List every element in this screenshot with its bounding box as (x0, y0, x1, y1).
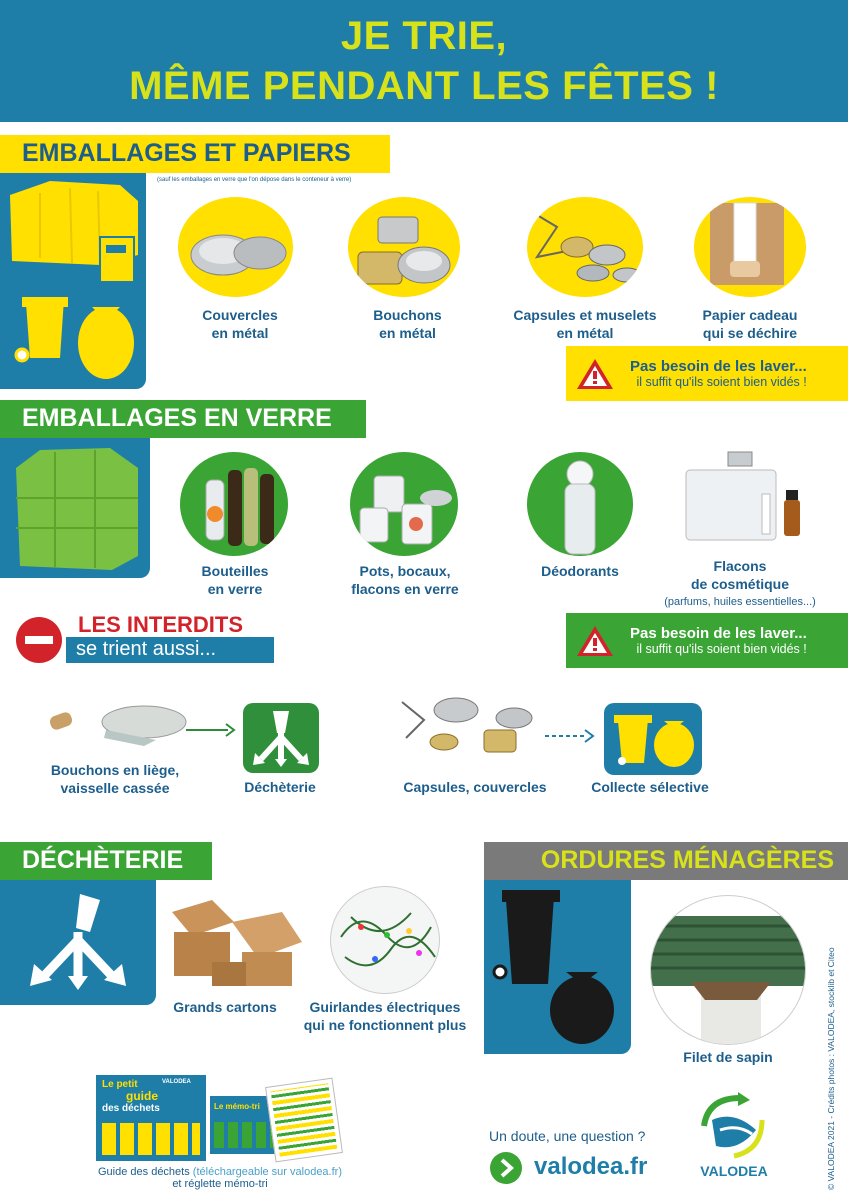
bottles-photo (180, 452, 288, 556)
caption-cork-dishes: Bouchons en liège, vaisselle cassée (50, 762, 180, 796)
yellow-container-icon (0, 173, 146, 389)
section-title-ordures: ORDURES MÉNAGÈRES (484, 842, 848, 880)
forbidden-icon (16, 617, 62, 663)
item-caption-lids: Couvercles en métal (202, 307, 278, 341)
decheterie-panel (0, 880, 156, 1005)
warning-title: Pas besoin de les laver... (630, 625, 807, 642)
collecte-selective-icon (604, 703, 702, 775)
memo-tri-cover: Le mémo-tri (210, 1096, 280, 1154)
caption-garlands: Guirlandes électriques qui ne fonctionnent plus (303, 999, 467, 1033)
warning-box-emballages (566, 346, 848, 401)
black-bin-icon (484, 880, 631, 1054)
title-line-1: JE TRIE, (340, 14, 508, 58)
lids-photo (178, 197, 293, 297)
ordures-panel (484, 880, 631, 1054)
memo-tri-ruler (265, 1078, 343, 1163)
guide-cover: Le petit guide des déchets VALODEA (96, 1075, 206, 1161)
item-caption-muselets: Capsules et muselets en métal (513, 307, 657, 341)
question-text: Un doute, une question ? (489, 1128, 646, 1144)
yellow-bin-panel (0, 173, 146, 389)
section-title-decheterie: DÉCHÈTERIE (0, 842, 212, 880)
interdits-title: LES INTERDITS (78, 612, 244, 637)
warning-box-verre (566, 613, 848, 668)
chevron-right-icon (490, 1152, 522, 1184)
arrow-right-icon (545, 728, 595, 744)
decheterie-icon (243, 703, 319, 773)
item-caption-gift-paper: Papier cadeau qui se déchire (702, 307, 798, 341)
emballages-note: (sauf les emballages en verre que l'on dépose dans le conteneur à verre) (157, 177, 352, 183)
caption-collecte-dest: Collecte sélective (591, 779, 709, 795)
warning-subtitle: il suffit qu'ils soient bien vidés ! (636, 642, 807, 656)
item-caption-bottles: Bouteilles en verre (201, 563, 269, 597)
valodea-logo (694, 1090, 774, 1160)
glass-container-icon (0, 438, 150, 578)
section-title-emballages: EMBALLAGES ET PAPIERS (0, 135, 390, 173)
caps-photo (348, 197, 460, 297)
valodea-brand: VALODEA (700, 1163, 768, 1179)
caps-lids-photo (398, 690, 546, 760)
caption-caps-lids: Capsules, couvercles (403, 779, 547, 795)
interdits-subtitle: se trient aussi... (66, 637, 274, 663)
muselets-photo (527, 197, 643, 297)
gift-paper-photo (694, 197, 806, 297)
garlands-photo (330, 886, 440, 994)
photo-credits: © VALODEA 2021 - Crédits photos : VALODEA, stocklib et Citeo (826, 947, 836, 1190)
warning-title: Pas besoin de les laver... (630, 358, 807, 375)
guide-caption: Guide des déchets (téléchargeable sur valodea.fr) et réglette mémo-tri (98, 1166, 342, 1190)
decheterie-icon (0, 880, 156, 1005)
item-caption-deodorants: Déodorants (541, 563, 619, 579)
jars-photo (350, 452, 458, 556)
website-link[interactable]: valodea.fr (534, 1153, 648, 1180)
green-bin-panel (0, 438, 150, 578)
cardboard-photo (162, 882, 312, 990)
item-caption-caps: Bouchons en métal (373, 307, 442, 341)
caption-decheterie-dest: Déchèterie (244, 779, 316, 795)
title-line-2: MÊME PENDANT LES FÊTES ! (129, 64, 719, 108)
tree-net-photo (650, 895, 806, 1045)
deodorant-photo (527, 452, 633, 556)
cork-dishes-photo (44, 696, 194, 750)
arrow-right-icon (186, 722, 236, 738)
section-title-verre: EMBALLAGES EN VERRE (0, 400, 366, 438)
warning-icon (576, 357, 614, 391)
caption-cardboard: Grands cartons (173, 999, 277, 1015)
item-caption-cosmetics: Flacons de cosmétique (parfums, huiles essentielles...) (664, 558, 816, 608)
item-caption-jars: Pots, bocaux, flacons en verre (351, 563, 459, 597)
caption-tree-net: Filet de sapin (683, 1049, 773, 1065)
warning-icon (576, 624, 614, 658)
warning-subtitle: il suffit qu'ils soient bien vidés ! (636, 375, 807, 389)
cosmetic-bottles-photo (680, 448, 810, 560)
